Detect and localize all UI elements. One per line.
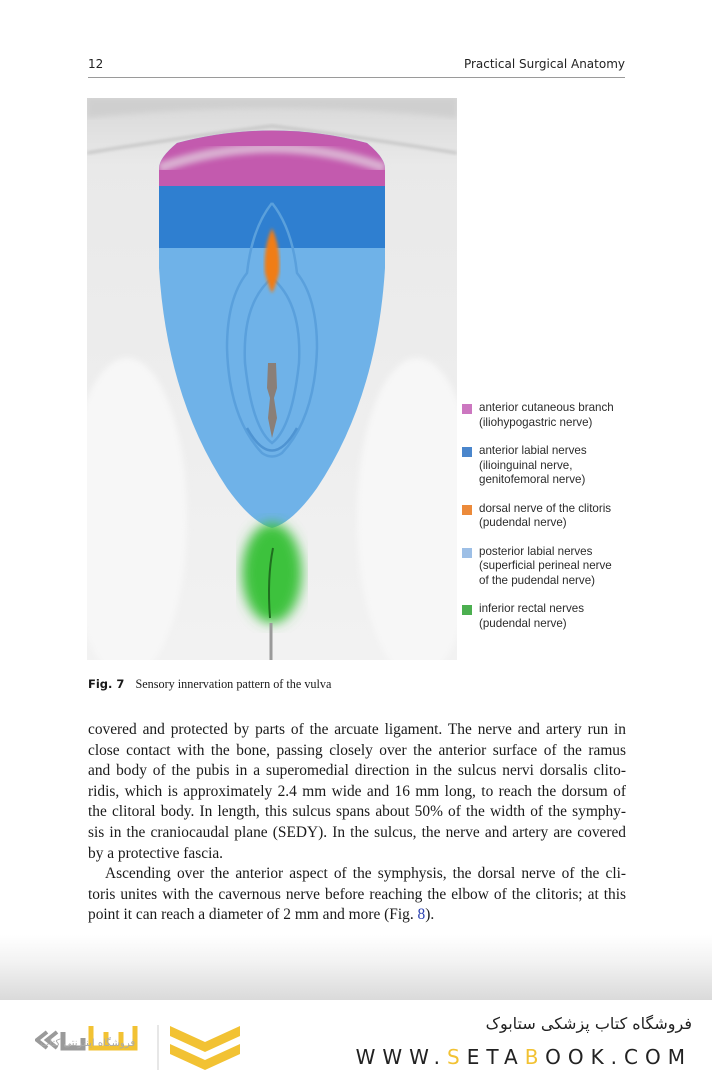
legend-swatch-anterior-labial <box>462 447 472 457</box>
legend-swatch-dorsal-nerve <box>462 505 472 515</box>
legend-swatch-inferior-rectal <box>462 605 472 615</box>
paragraph-2: Ascending over the anterior aspect of the symphysis, the dorsal nerve of the cli- toris unites with the cavernous nerve before reaching the elbow of the clitoris; at this point it can reach a diameter of 2 mm and more (Fig. 8). <box>88 865 626 924</box>
body-text <box>88 720 626 926</box>
store-url[interactable]: WWW.SETABOOK.COM <box>355 1045 692 1069</box>
vulva-innervation-illustration <box>87 98 457 660</box>
page-bottom-shadow <box>0 935 712 1000</box>
legend-swatch-posterior-labial <box>462 548 472 558</box>
legend-item: anterior cutaneous branch (iliohypogastric nerve) <box>462 401 642 430</box>
paragraph-1: covered and protected by parts of the arcuate ligament. The nerve and artery run in close contact with the bone, passing closely over the anterior surface of the ramus and body of the pubis in a superomedial direction in the sulcus nervi dorsalis clito- ridis, which is approximately 2.4 mm wide and 16 mm long, to reach the dorsum of the clitoral body. In length, this sulcus spans about 50% of the width of the symphy- sis in the craniocaudal plane (SEDY). In the sulcus, the nerve and artery are covered by a protective fascia. <box>88 721 626 862</box>
legend-item: inferior rectal nerves (pudendal nerve) <box>462 602 642 631</box>
running-title: Practical Surgical Anatomy <box>463 57 625 71</box>
legend-item: dorsal nerve of the clitoris (pudendal nerve) <box>462 502 642 531</box>
logo-subtitle: فروشگاه اینترنتی کتاب <box>40 1038 136 1049</box>
store-name: فروشگاه کتاب پزشکی ستابوک <box>485 1014 692 1033</box>
figure-legend <box>462 401 642 645</box>
figure-caption <box>88 677 331 692</box>
figure-label: Fig. 7 <box>88 677 125 691</box>
watermark-footer <box>0 1000 712 1079</box>
figure-8-link[interactable]: 8 <box>417 906 426 924</box>
running-header <box>88 55 625 78</box>
page-number: 12 <box>88 57 104 71</box>
caption-text: Sensory innervation pattern of the vulva <box>135 677 332 691</box>
figure-illustration <box>87 98 457 660</box>
legend-item: anterior labial nerves (ilioinguinal nerve, genitofemoral nerve) <box>462 444 642 488</box>
legend-item: posterior labial nerves (superficial perineal nerve of the pudendal nerve) <box>462 545 642 589</box>
legend-swatch-iliohypogastric <box>462 404 472 414</box>
